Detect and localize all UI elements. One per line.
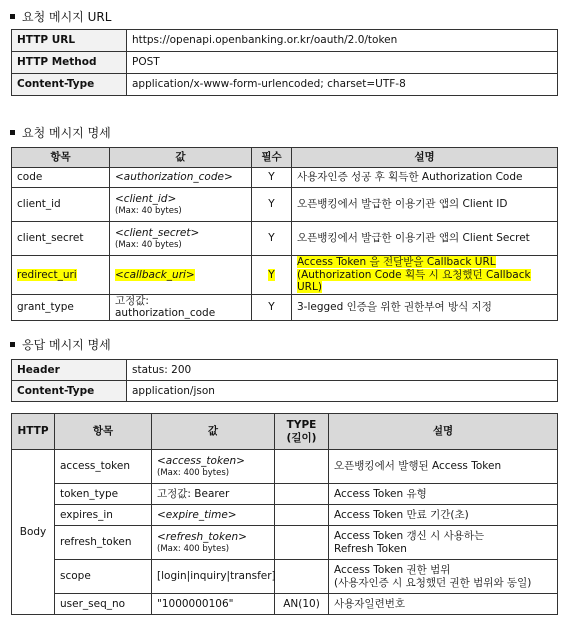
field-value-cell [152, 526, 275, 560]
response-header-table [11, 359, 558, 402]
bullet-icon [10, 14, 15, 19]
column-header-type [275, 414, 329, 450]
param-name: code [12, 168, 110, 188]
param-name: client_secret [12, 222, 110, 256]
field-type [275, 505, 329, 526]
param-value-cell [110, 222, 252, 256]
param-required: Y [252, 294, 292, 320]
row-value: application/json [127, 381, 558, 402]
field-type [275, 560, 329, 594]
response-spec-table [11, 413, 558, 615]
field-type [275, 484, 329, 505]
column-header: 값 [110, 148, 252, 168]
field-value: <expire_time> [152, 505, 275, 526]
table-row [12, 484, 558, 505]
table-row [12, 594, 558, 615]
request-spec-table [11, 147, 558, 321]
column-header: HTTP [12, 414, 55, 450]
table-row-highlighted [12, 256, 558, 295]
column-header: 설명 [292, 148, 558, 168]
field-name: token_type [55, 484, 152, 505]
param-value: <authorization_code> [110, 168, 252, 188]
table-row [12, 168, 558, 188]
field-desc: Access Token 권한 범위 [334, 563, 451, 576]
param-desc: 사용자인증 성공 후 획득한 Authorization Code [292, 168, 558, 188]
field-value: 고정값: Bearer [152, 484, 275, 505]
field-note: (Max: 400 bytes) [157, 543, 230, 554]
field-desc: Access Token 갱신 시 사용하는 [334, 529, 485, 542]
param-name: redirect_uri [17, 268, 77, 281]
param-value: 고정값: authorization_code [110, 294, 252, 320]
table-row [12, 360, 558, 381]
column-header: 설명 [329, 414, 558, 450]
param-value: <client_secret> [115, 227, 200, 240]
table-row [12, 30, 558, 52]
table-row [12, 52, 558, 74]
table-header-row [12, 148, 558, 168]
table-row [12, 450, 558, 484]
section-title-request-url: 요청 메시지 URL [10, 8, 111, 25]
field-desc-cell [329, 526, 558, 560]
field-value: <access_token> [157, 455, 245, 468]
field-name: refresh_token [55, 526, 152, 560]
field-type: AN(10) [275, 594, 329, 615]
field-desc: Access Token 유형 [329, 484, 558, 505]
param-value-cell [110, 188, 252, 222]
field-name: scope [55, 560, 152, 594]
param-required: Y [268, 268, 275, 281]
param-name-cell [12, 256, 110, 295]
row-key: Content-Type [12, 74, 127, 96]
param-desc-cell [292, 256, 558, 295]
section-title-response-spec: 응답 메시지 명세 [10, 336, 111, 353]
column-header: 항목 [55, 414, 152, 450]
param-required: Y [252, 188, 292, 222]
table-row [12, 74, 558, 96]
section-title-request-spec: 요청 메시지 명세 [10, 124, 111, 141]
param-required-cell [252, 256, 292, 295]
table-row [12, 294, 558, 320]
table-row [12, 188, 558, 222]
param-name: client_id [12, 188, 110, 222]
param-desc: 3-legged 인증을 위한 권한부여 방식 지정 [292, 294, 558, 320]
field-desc: Access Token 만료 기간(초) [329, 505, 558, 526]
table-header-row [12, 414, 558, 450]
column-header: 항목 [12, 148, 110, 168]
param-value: <callback_uri> [115, 268, 195, 281]
field-desc-sub: Refresh Token [334, 542, 407, 555]
field-desc: 오픈뱅킹에서 발행된 Access Token [329, 450, 558, 484]
field-name: access_token [55, 450, 152, 484]
table-row [12, 222, 558, 256]
field-desc: 사용자일련번호 [329, 594, 558, 615]
body-label: Body [12, 450, 55, 615]
field-desc-cell [329, 560, 558, 594]
row-key: Content-Type [12, 381, 127, 402]
row-key: HTTP URL [12, 30, 127, 52]
table-row [12, 381, 558, 402]
bullet-icon [10, 130, 15, 135]
table-row [12, 526, 558, 560]
row-value: application/x-www-form-urlencoded; charset=UTF-8 [127, 74, 558, 96]
column-header-sub: (길이) [286, 431, 317, 444]
param-note: (Max: 40 bytes) [115, 239, 182, 250]
table-row [12, 560, 558, 594]
field-desc-sub: (사용자인증 시 요청했던 권한 범위와 동일) [334, 576, 532, 589]
param-note: (Max: 40 bytes) [115, 205, 182, 216]
bullet-icon [10, 342, 15, 347]
param-value: <client_id> [115, 193, 177, 206]
param-value-cell [110, 256, 252, 295]
param-desc: Access Token 을 전달받을 Callback URL [297, 256, 496, 268]
row-value: https://openapi.openbanking.or.kr/oauth/2.0/token [127, 30, 558, 52]
table-row [12, 505, 558, 526]
field-type [275, 526, 329, 560]
param-desc-sub: (Authorization Code 획득 시 요청했던 Callback URL) [297, 268, 531, 294]
field-value: [login|inquiry|transfer] [152, 560, 275, 594]
field-value: <refresh_token> [157, 531, 247, 544]
param-required: Y [252, 168, 292, 188]
field-name: expires_in [55, 505, 152, 526]
column-header: 필수 [252, 148, 292, 168]
field-value-cell [152, 450, 275, 484]
row-key: HTTP Method [12, 52, 127, 74]
column-header: TYPE [286, 418, 317, 431]
field-note: (Max: 400 bytes) [157, 467, 230, 478]
row-key: Header [12, 360, 127, 381]
request-url-table [11, 29, 558, 96]
field-name: user_seq_no [55, 594, 152, 615]
param-desc: 오픈뱅킹에서 발급한 이용기관 앱의 Client ID [292, 188, 558, 222]
field-type [275, 450, 329, 484]
row-value: POST [127, 52, 558, 74]
param-name: grant_type [12, 294, 110, 320]
field-value: "1000000106" [152, 594, 275, 615]
row-value: status: 200 [127, 360, 558, 381]
column-header: 값 [152, 414, 275, 450]
param-required: Y [252, 222, 292, 256]
param-desc: 오픈뱅킹에서 발급한 이용기관 앱의 Client Secret [292, 222, 558, 256]
